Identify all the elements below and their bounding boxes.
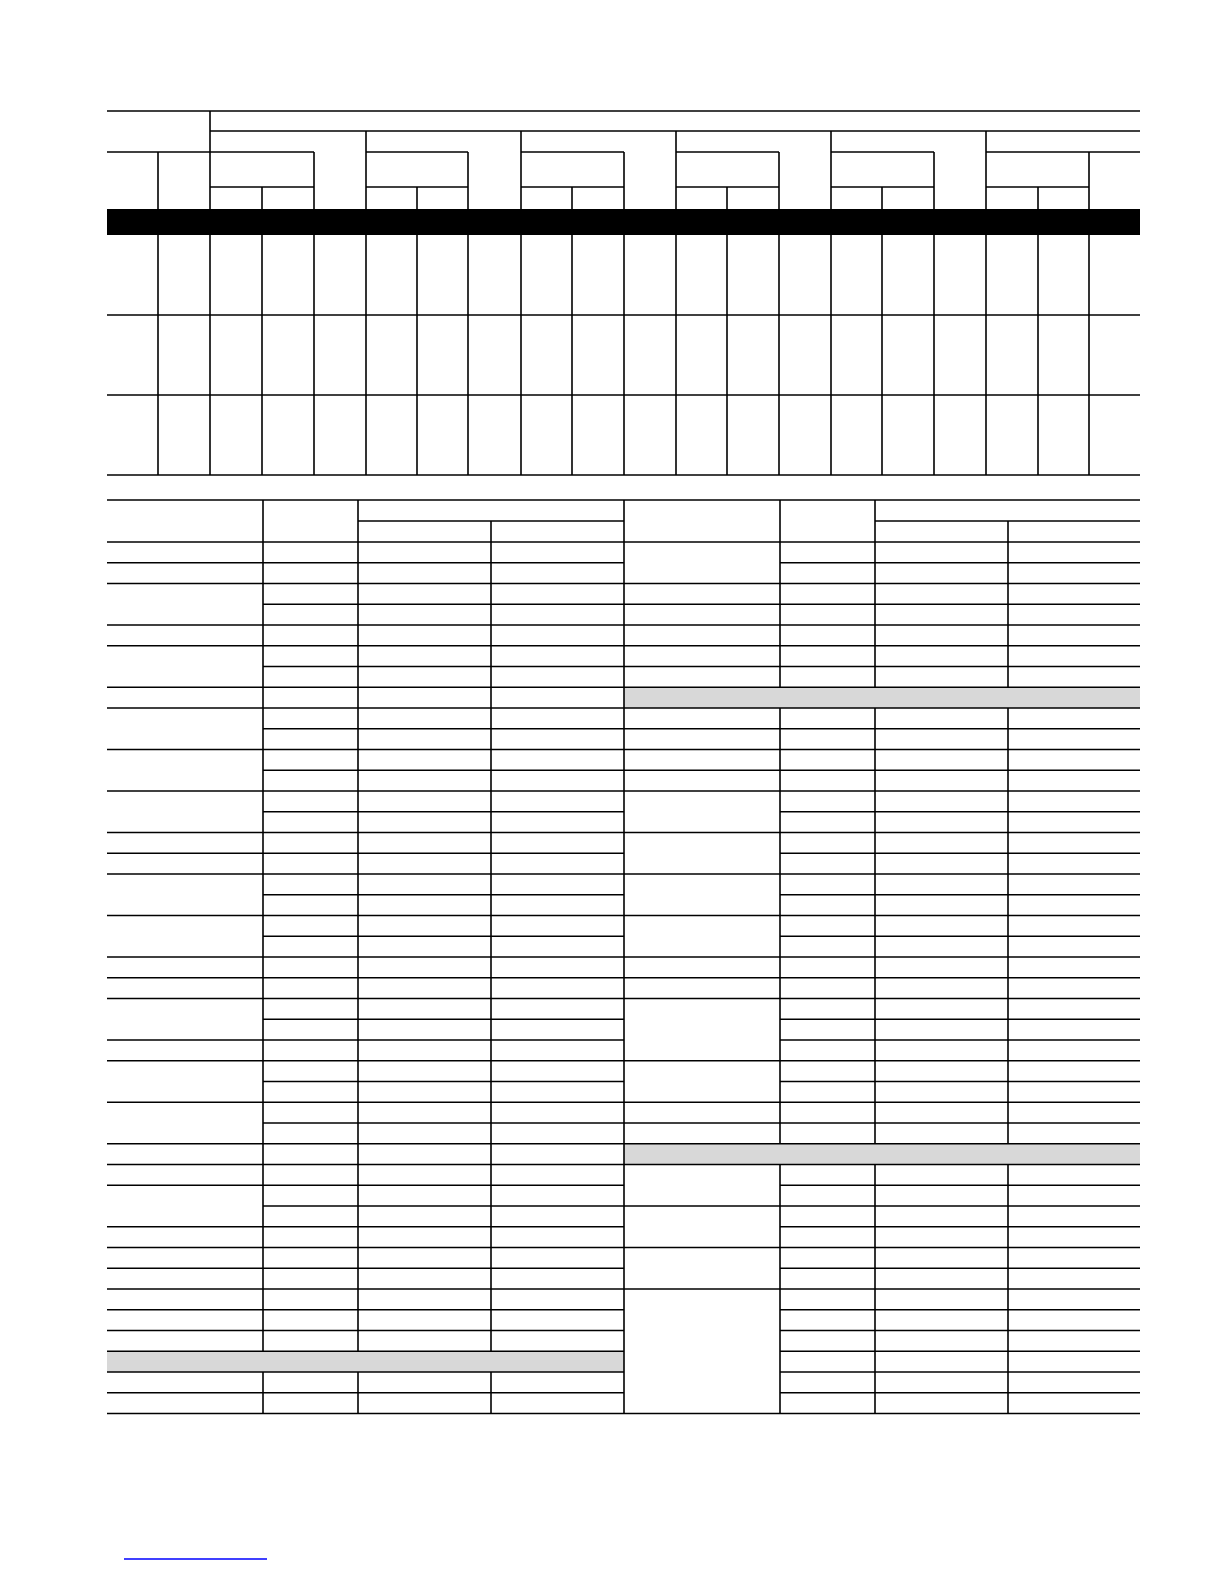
performance-table	[107, 111, 1140, 475]
shaded-section-row	[624, 1144, 1140, 1164]
header-band	[107, 209, 1140, 235]
shaded-section-row	[624, 688, 1140, 708]
specification-table	[107, 500, 1140, 1414]
shaded-section-row	[107, 1352, 624, 1372]
